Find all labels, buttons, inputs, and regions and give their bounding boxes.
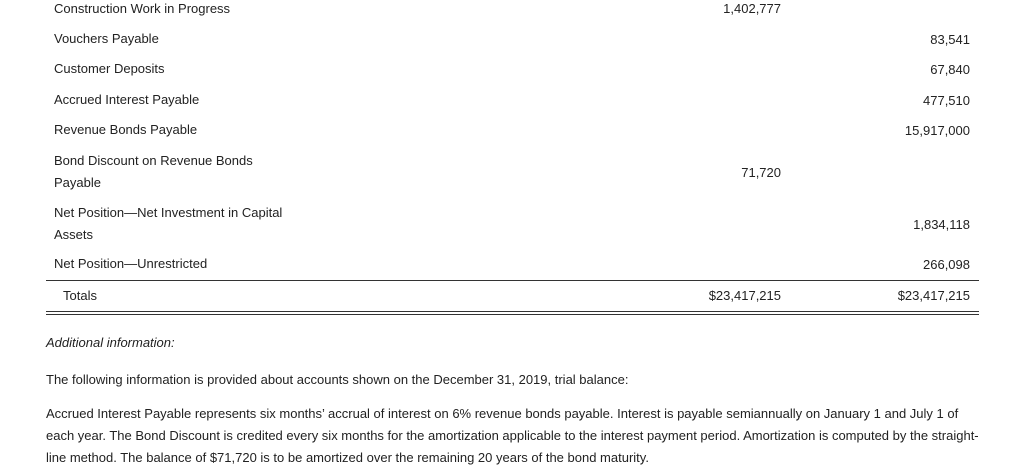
debit-amount: 1,402,777 (723, 1, 781, 16)
account-name: Vouchers Payable (54, 31, 159, 46)
account-name: Revenue Bonds Payable (54, 122, 198, 137)
totals-rule-bottom-2 (46, 314, 979, 315)
credit-amount: 1,834,118 (913, 217, 970, 232)
account-name: Accrued Interest Payable (54, 92, 200, 107)
credit-amount: 266,098 (923, 257, 970, 272)
totals-label: Totals (63, 288, 97, 303)
totals-debit: $23,417,215 (708, 288, 781, 303)
notes-paragraph: Accrued Interest Payable represents six months’ accrual of interest on 6% revenue bonds payable. Interest is payable semiannually on January 1 and July 1 of each year. The Bond Discount is credited every six months for the amortization applicable to the interest payment period. Amortization is computed by the straight-line method. The balance of $71,720 is to be amortized over the remaining 20 years of the bond maturity. (46, 406, 979, 465)
table-row (46, 89, 979, 111)
totals-credit: $23,417,215 (897, 288, 970, 303)
credit-amount: 477,510 (923, 93, 970, 108)
notes-intro: The following information is provided about accounts shown on the December 31, 2019, trial balance: (46, 372, 629, 387)
account-name: Net Position—Unrestricted (54, 256, 208, 271)
table-row (46, 253, 979, 275)
debit-amount: 71,720 (741, 165, 781, 180)
account-name: Net Position—Net Investment in Capital Assets (54, 205, 283, 242)
table-row (46, 119, 979, 141)
account-name: Customer Deposits (54, 61, 165, 76)
table-row (46, 0, 979, 22)
totals-row (46, 285, 979, 307)
account-name: Bond Discount on Revenue Bonds Payable (54, 153, 253, 190)
notes-intro-block (46, 369, 986, 391)
account-name: Construction Work in Progress (54, 1, 231, 16)
table-row (46, 58, 979, 80)
table-row (46, 202, 979, 246)
totals-rule-top (46, 280, 979, 281)
credit-amount: 15,917,000 (904, 123, 970, 138)
additional-information (46, 332, 986, 354)
table-row (46, 150, 979, 194)
credit-amount: 67,840 (930, 62, 970, 77)
notes-heading: Additional information: (46, 335, 175, 350)
table-row (46, 28, 979, 50)
credit-amount: 83,541 (930, 32, 970, 47)
totals-rule-bottom-1 (46, 311, 979, 312)
notes-paragraph-block (46, 403, 981, 469)
